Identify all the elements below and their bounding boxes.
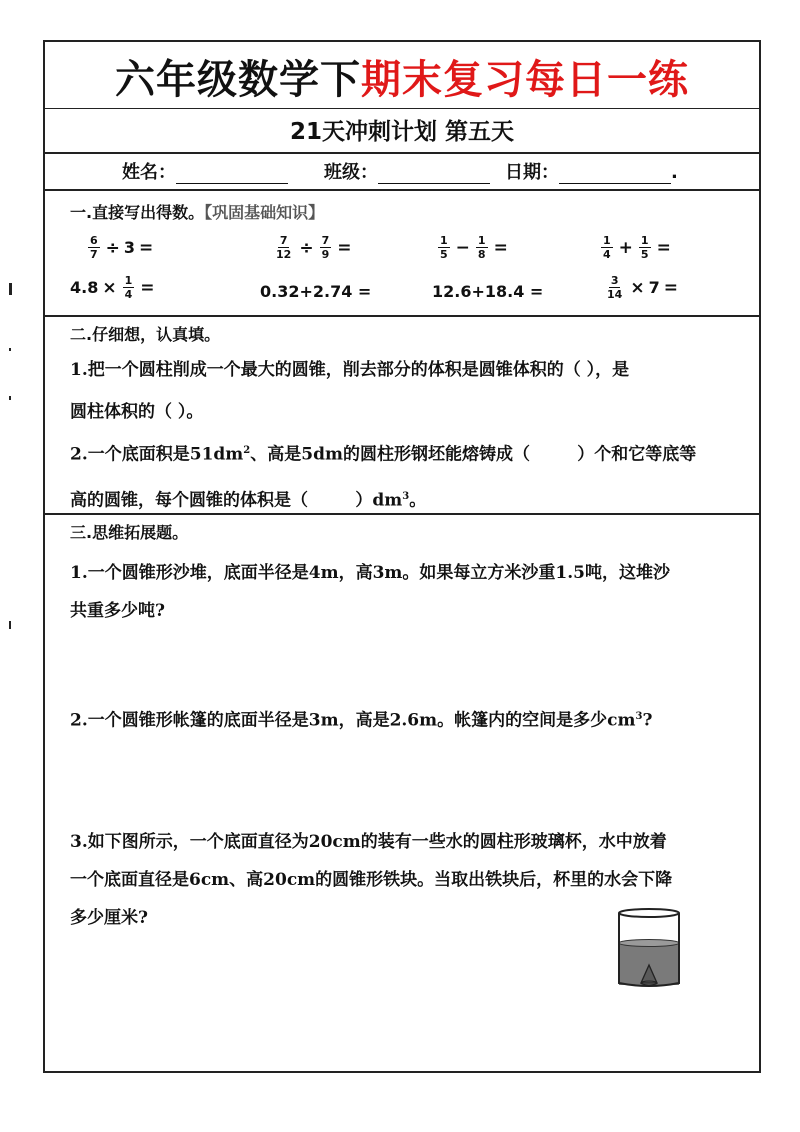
calc-item: $\frac{6}{7}$ ÷ 3 =	[90, 234, 154, 261]
section1-note: 【巩固基础知识】	[204, 203, 325, 222]
divider	[43, 152, 761, 154]
scan-mark	[9, 283, 12, 295]
title-black-part: 六年级数学下	[115, 57, 361, 103]
text-line: 3.如下图所示，一个底面直径为20cm的装有一些水的圆柱形玻璃杯，水中放着	[70, 832, 667, 852]
fraction: $\frac{7}{12}$	[276, 234, 292, 261]
student-info-line	[43, 158, 761, 186]
section3-question-2	[70, 700, 740, 738]
scan-mark	[9, 348, 11, 351]
fraction: $\frac{7}{9}$	[321, 234, 330, 261]
section1-heading	[70, 200, 324, 223]
page-title	[43, 48, 761, 108]
name-field[interactable]	[122, 158, 288, 184]
date-label: 日期：	[505, 162, 559, 183]
name-label: 姓名：	[122, 162, 176, 183]
text-line: 圆柱体积的（ ）。	[70, 402, 204, 422]
glass-with-cone-illustration	[616, 907, 682, 989]
fraction: $\frac{1}{8}$	[477, 234, 486, 261]
divider	[43, 513, 761, 515]
divider	[43, 108, 761, 109]
date-end: .	[671, 162, 678, 183]
fraction: $\frac{1}{4}$	[603, 234, 611, 261]
text-line: 2.一个圆锥形帐篷的底面半径是3m，高是2.6m。帐篷内的空间是多少$cm^3$?	[70, 710, 653, 731]
class-label: 班级：	[324, 162, 378, 183]
class-blank[interactable]	[378, 165, 490, 184]
date-blank[interactable]	[559, 165, 671, 184]
fraction: $\frac{6}{7}$	[90, 234, 98, 261]
calc-item: $\frac{3}{14}$ × 7 =	[607, 274, 678, 301]
text-line: 共重多少吨?	[70, 601, 165, 621]
date-field[interactable]	[505, 158, 678, 184]
scan-mark	[9, 621, 11, 629]
calc-item: $\frac{1}{4}$ + $\frac{1}{5}$ =	[603, 234, 671, 261]
calc-item: 4.8 × $\frac{1}{4}$ =	[70, 274, 155, 301]
section3-question-1	[70, 556, 740, 628]
text-line: 高的圆锥，每个圆锥的体积是（ ）$dm^3$。	[70, 490, 427, 511]
text-line: 1.一个圆锥形沙堆，底面半径是4m，高3m。如果每立方米沙重1.5吨，这堆沙	[70, 563, 670, 583]
text-line: 一个底面直径是6cm、高20cm的圆锥形铁块。当取出铁块后，杯里的水会下降	[70, 870, 673, 890]
divider	[43, 315, 761, 317]
glass-rim	[619, 909, 679, 917]
section2-question-2	[70, 434, 740, 517]
calc-item: 0.32+2.74 =	[260, 282, 372, 301]
text-line: 2.一个底面积是$51dm^2$、高是5dm的圆柱形钢坯能熔铸成（ ）个和它等底等	[70, 444, 697, 465]
section1-title: 一.直接写出得数。	[70, 203, 205, 222]
divider	[43, 189, 761, 191]
fraction: $\frac{3}{14}$	[607, 274, 623, 301]
calc-item: $\frac{7}{12}$ ÷ $\frac{7}{9}$ =	[276, 234, 352, 261]
scan-mark	[9, 396, 11, 400]
fraction: $\frac{1}{4}$	[124, 274, 133, 301]
calc-item: $\frac{1}{5}$ − $\frac{1}{8}$ =	[440, 234, 508, 261]
section2-heading: 二.仔细想，认真填。	[70, 325, 221, 344]
water-surface	[619, 940, 679, 947]
text-line: 多少厘米?	[70, 908, 148, 928]
name-blank[interactable]	[176, 165, 288, 184]
section3-heading: 三.思维拓展题。	[70, 523, 189, 542]
title-red-part: 期末复习每日一练	[361, 57, 689, 103]
calc-item: 12.6+18.4 =	[432, 282, 544, 301]
text-line: 1.把一个圆柱削成一个最大的圆锥，削去部分的体积是圆锥体积的（ ），是	[70, 360, 630, 380]
class-field[interactable]	[324, 158, 490, 184]
section2-question-1	[70, 353, 740, 429]
fraction: $\frac{1}{5}$	[640, 234, 649, 261]
fraction: $\frac{1}{5}$	[440, 234, 448, 261]
page-subtitle: 21天冲刺计划 第五天	[289, 119, 514, 145]
